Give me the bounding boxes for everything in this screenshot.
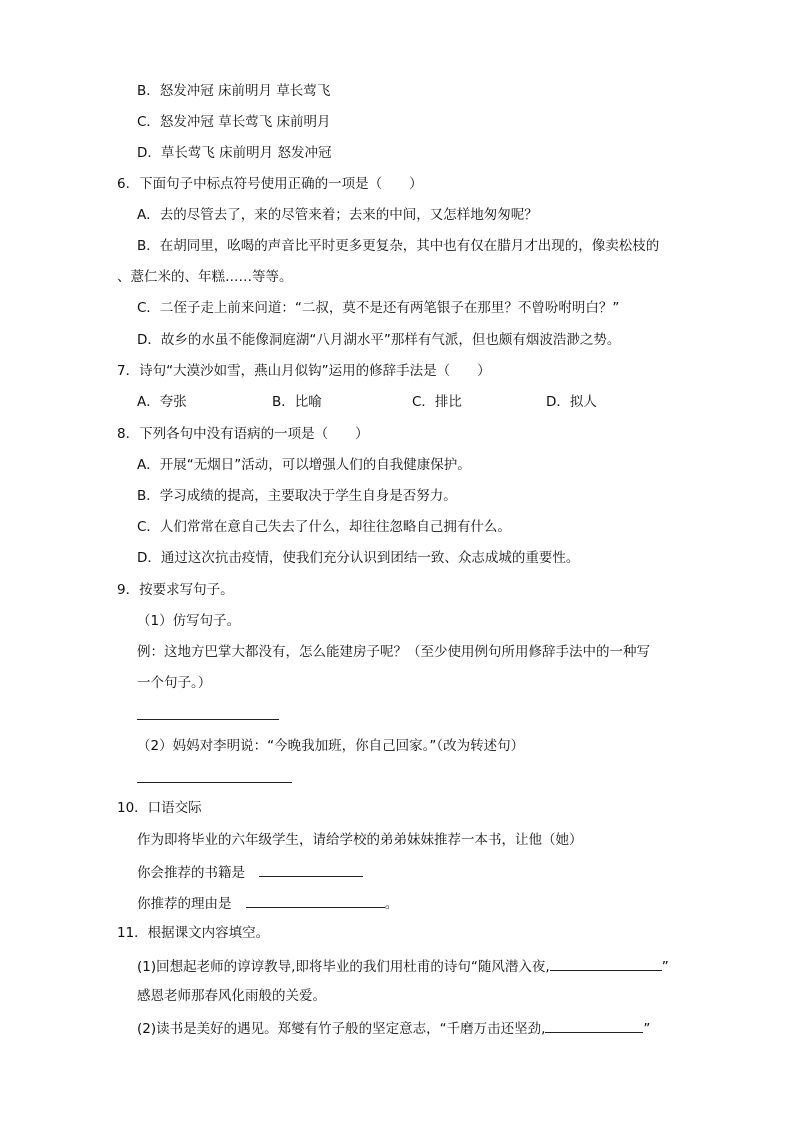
q11-item2-row bbox=[137, 1017, 650, 1039]
q10-reason-label: 你推荐的理由是 bbox=[137, 896, 232, 912]
q10-book-label: 你会推荐的书籍是 bbox=[137, 865, 245, 881]
q8-option-c: C．人们常常在意自己失去了什么，却往往忽略自己拥有什么。 bbox=[137, 519, 511, 535]
q11-item2-end: ” bbox=[643, 1021, 651, 1037]
q6-option-b-line2: 、薏仁米的、年糕……等等。 bbox=[117, 269, 293, 285]
q6-option-b-line1: B．在胡同里，吆喝的声音比平时更多更复杂，其中也有仅在腊月才出现的，像卖松枝的 bbox=[137, 238, 660, 254]
q6-option-d: D．故乡的水虽不能像洞庭湖“八月湖水平”那样有气派，但也颇有烟波浩渺之势。 bbox=[137, 332, 621, 348]
q9-answer2-blank[interactable] bbox=[137, 767, 292, 789]
q9-sub2: （2）妈妈对李明说：“今晚我加班，你自己回家。”（改为转述句） bbox=[137, 738, 525, 754]
q10-reason-row bbox=[137, 892, 398, 914]
q11-item1-row bbox=[137, 955, 669, 977]
q9-sub1: （1）仿写句子。 bbox=[137, 613, 241, 629]
q5-option-c: C．怒发冲冠 草长莺飞 床前明月 bbox=[137, 114, 331, 130]
q7-option-d: D．拟人 bbox=[546, 394, 597, 410]
q10-book-row bbox=[137, 861, 363, 883]
q8-stem: 8．下列各句中没有语病的一项是（ ） bbox=[117, 426, 369, 442]
q6-option-c: C．二侄子走上前来问道：“二叔，莫不是还有两笔银子在那里？不曾吩咐明白？” bbox=[137, 300, 620, 316]
q11-stem: 11．根据课文内容填空。 bbox=[117, 925, 270, 941]
q9-example-line1: 例：这地方巴掌大都没有，怎么能建房子呢？（至少使用例句所用修辞手法中的一种写 bbox=[137, 644, 650, 660]
q9-example-line2: 一个句子。） bbox=[137, 675, 212, 691]
q7-option-c: C．排比 bbox=[412, 394, 462, 410]
q10-stem: 10．口语交际 bbox=[117, 800, 202, 816]
q9-answer1-blank[interactable] bbox=[137, 704, 279, 726]
q11-item1-text: (1)回想起老师的谆谆教导,即将毕业的我们用杜甫的诗句“随风潜入夜, bbox=[137, 959, 550, 975]
q5-option-d: D．草长莺飞 床前明月 怒发冲冠 bbox=[137, 145, 332, 161]
q8-option-a: A．开展“无烟日”活动，可以增强人们的自我健康保护。 bbox=[137, 457, 471, 473]
q11-item1-cont: 感恩老师那春风化雨般的关爱。 bbox=[137, 988, 326, 1004]
q7-stem: 7．诗句“大漠沙如雪，燕山月似钩”运用的修辞手法是（ ） bbox=[117, 363, 491, 379]
q10-reason-blank[interactable] bbox=[246, 892, 385, 908]
q11-item1-end: ” bbox=[661, 959, 669, 975]
q10-book-blank[interactable] bbox=[259, 861, 363, 877]
q10-intro: 作为即将毕业的六年级学生，请给学校的弟弟妹妹推荐一本书，让他（她） bbox=[137, 832, 583, 848]
q6-option-a: A．去的尽管去了，来的尽管来着；去来的中间，又怎样地匆匆呢？ bbox=[137, 207, 538, 223]
q11-item2-blank[interactable] bbox=[545, 1017, 643, 1033]
q9-stem: 9．按要求写句子。 bbox=[117, 582, 234, 598]
q11-item1-blank[interactable] bbox=[550, 955, 662, 971]
q7-option-a: A．夸张 bbox=[137, 394, 187, 410]
q10-reason-end: 。 bbox=[384, 896, 399, 912]
q5-option-b: B．怒发冲冠 床前明月 草长莺飞 bbox=[137, 83, 331, 99]
q8-option-d: D．通过这次抗击疫情，使我们充分认识到团结一致、众志成城的重要性。 bbox=[137, 550, 580, 566]
q6-stem: 6．下面句子中标点符号使用正确的一项是（ ） bbox=[117, 176, 423, 192]
q7-option-b: B．比喻 bbox=[272, 394, 322, 410]
q8-option-b: B．学习成绩的提高，主要取决于学生自身是否努力。 bbox=[137, 488, 457, 504]
q11-item2-text: (2)读书是美好的遇见。郑燮有竹子般的坚定意志，“千磨万击还坚劲, bbox=[137, 1021, 546, 1037]
